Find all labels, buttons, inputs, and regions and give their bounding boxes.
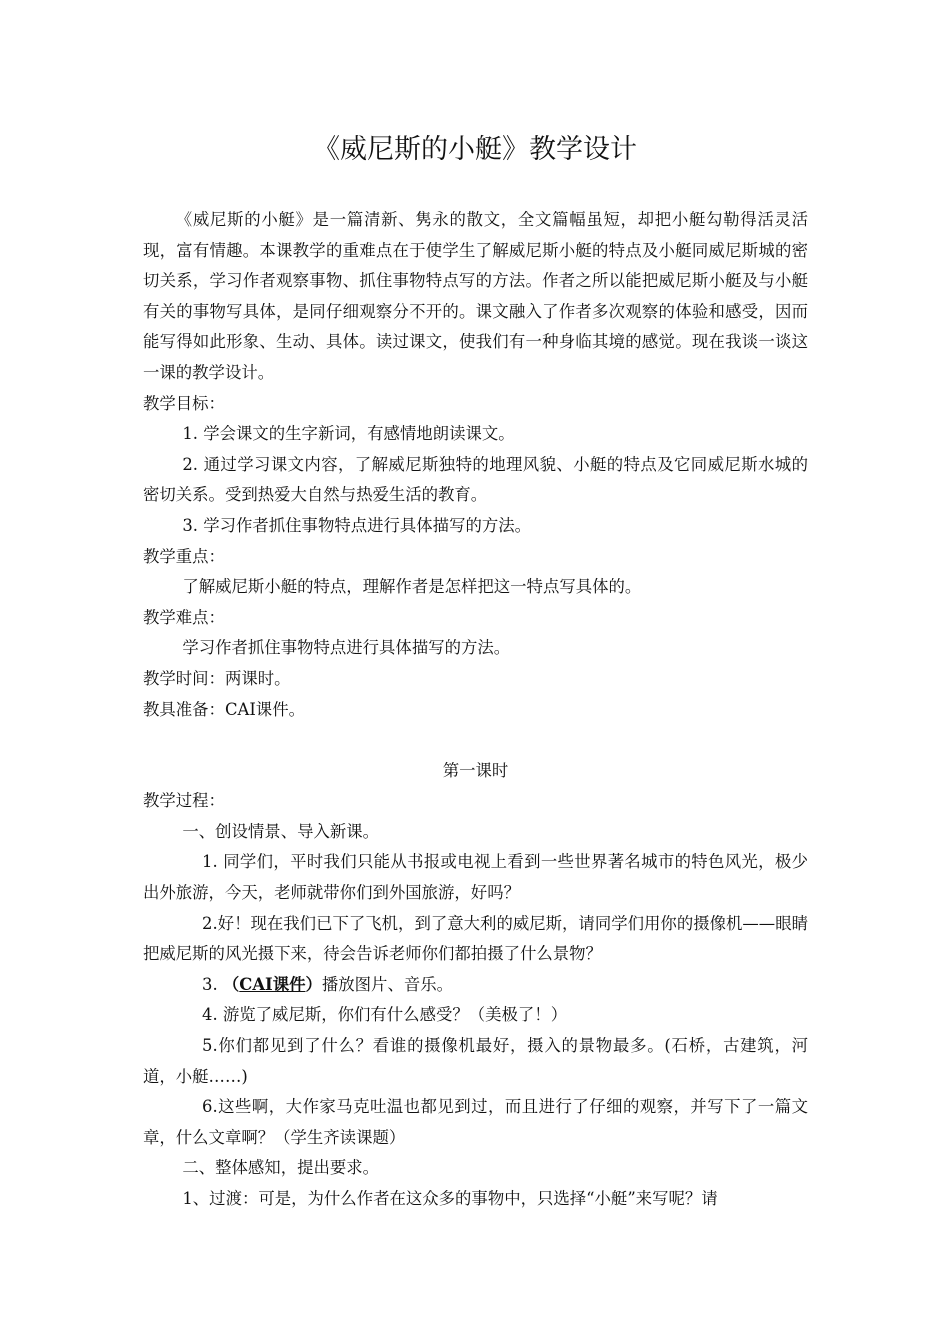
section-2-heading: 二、整体感知，提出要求。 — [182, 1158, 380, 1178]
teaching-time: 教学时间：两课时。 — [143, 668, 291, 688]
cai-courseware-label: CAI课件 — [239, 974, 306, 994]
key-point-text: 了解威尼斯小艇的特点，理解作者是怎样把这一特点写具体的。 — [182, 577, 642, 597]
difficulty-heading: 教学难点： — [143, 607, 225, 627]
goal-item-2: 2. 通过学习课文内容，了解威尼斯独特的地理风貌、小艇的特点及它同威尼斯水城的密切关系。受到热爱大自然与热爱生活的教育。 — [143, 454, 808, 505]
document-body — [143, 205, 808, 1215]
goals-heading: 教学目标： — [143, 393, 225, 413]
document-title: 《威尼斯的小艇》教学设计 — [313, 134, 637, 165]
difficulty-text: 学习作者抓住事物特点进行具体描写的方法。 — [182, 638, 511, 658]
teaching-tools: 教具准备：CAI课件。 — [143, 699, 305, 719]
step-2: 2.好！现在我们已下了飞机，到了意大利的威尼斯，请同学们用你的摄像机——眼睛把威尼斯的风光摄下来，待会告诉老师你们都拍摄了什么景物？ — [143, 913, 808, 964]
goal-item-1: 1. 学会课文的生字新词，有感情地朗读课文。 — [182, 424, 515, 444]
goal-item-3: 3. 学习作者抓住事物特点进行具体描写的方法。 — [182, 515, 532, 535]
step-1: 1. 同学们，平时我们只能从书报或电视上看到一些世界著名城市的特色风光，极少出外旅游，今天，老师就带你们到外国旅游，好吗？ — [143, 852, 808, 903]
intro-paragraph: 《威尼斯的小艇》是一篇清新、隽永的散文，全文篇幅虽短，却把小艇勾勒得活灵活现，富有情趣。本课教学的重难点在于使学生了解威尼斯小艇的特点及小艇同威尼斯城的密切关系，学习作者观察事物、抓住事物特点写的方法。作者之所以能把威尼斯小艇及与小艇有关的事物写具体，是同仔细观察分不开的。课文融入了作者多次观察的体验和感受，因而能写得如此形象、生动、具体。读过课文，使我们有一种身临其境的感觉。现在我谈一谈这一课的教学设计。 — [143, 210, 808, 382]
spacer — [143, 725, 808, 756]
lesson-heading: 第一课时 — [442, 760, 509, 780]
process-heading: 教学过程： — [143, 791, 225, 811]
key-point-heading: 教学重点： — [143, 546, 225, 566]
step-3-number: 3. — [202, 974, 223, 994]
step-6: 6.这些啊，大作家马克吐温也都见到过，而且进行了仔细的观察，并写下了一篇文章，什么文章啊？（学生齐读课题） — [143, 1097, 808, 1147]
step-4: 4. 游览了威尼斯，你们有什么感受？（美极了！） — [202, 1005, 568, 1025]
step-3-paren-close: ） — [305, 974, 322, 994]
step-3 — [143, 970, 808, 1001]
step-3-paren-open: （ — [222, 974, 240, 994]
step-3-text: 播放图片、音乐。 — [321, 974, 454, 994]
section-1-heading: 一、创设情景、导入新课。 — [182, 821, 380, 841]
step-5: 5.你们都见到了什么？看谁的摄像机最好，摄入的景物最多。(石桥，古建筑，河道，小艇……) — [143, 1036, 808, 1086]
transition-text: 1、过渡：可是，为什么作者在这众多的事物中，只选择“小艇”来写呢？请 — [182, 1189, 718, 1208]
